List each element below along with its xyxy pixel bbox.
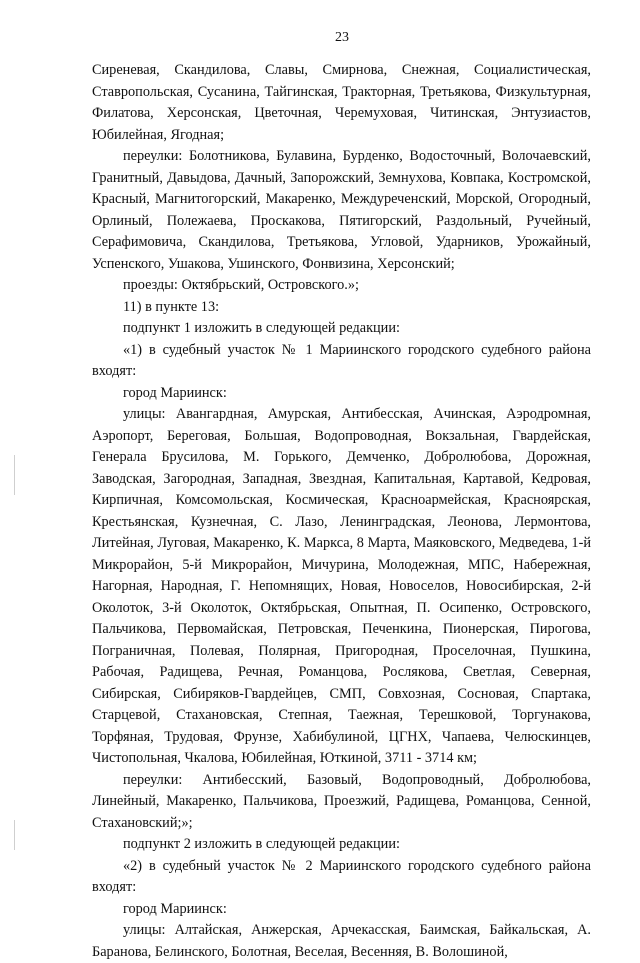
scan-edge-mark	[14, 455, 15, 495]
page-number: 23	[335, 30, 349, 45]
document-body	[92, 60, 591, 963]
paragraph: 11) в пункте 13:	[123, 298, 220, 315]
paragraph: переулки: Болотникова, Булавина, Бурденко, Водосточный, Волочаевский, Гранитный, Давыдова, Дачный, Запорожский, Земнухова, Ковпака, Костромской, Красный, Магнитогорский, Макаренко, Междуреченский, Морской, Огородный, Орлиный, Полежаева, Проскакова, Пятигорский, Раздольный, Ручейный, Серафимовича, Скандилова, Третьякова, Угловой, Ударников, Урожайный, Успенского, Ушакова, Ушинского, Фонвизина, Херсонский;	[92, 148, 591, 272]
paragraph: «1) в судебный участок № 1 Мариинского городского судебного района входят:	[92, 341, 591, 379]
paragraph: город Мариинск:	[123, 384, 227, 401]
paragraph: переулки: Антибесский, Базовый, Водопроводный, Добролюбова, Линейный, Макаренко, Пальчикова, Проезжий, Радищева, Романцова, Сенной, Стахановский;»;	[92, 771, 591, 831]
paragraph: подпункт 1 изложить в следующей редакции:	[123, 320, 400, 336]
paragraph: улицы: Авангардная, Амурская, Антибесская, Ачинская, Аэродромная, Аэропорт, Береговая, Большая, Водопроводная, Вокзальная, Гвардейская, Генерала Брусилова, М. Горького, Демченко, Добролюбова, Дорожная, Заводская, Загородная, Западная, Звездная, Капитальная, Картавой, Кедровая, Кирпичная, Комсомольская, Космическая, Красноармейская, Красноярская, Крестьянская, Кузнечная, С. Лазо, Ленинградская, Леонова, Лермонтова, Литейная, Луговая, Макаренко, К. Маркса, 8 Марта, Маяковского, Медведева, 1-й Микрорайон, 5-й Микрорайон, Мичурина, Молодежная, МПС, Набережная, Нагорная, Народная, Г. Непомнящих, Новая, Новоселов, Новосибирская, 2-й Околоток, 3-й Околоток, Октябрьская, Опытная, П. Осипенко, Островского, Пальчикова, Первомайская, Петровская, Печенкина, Пионерская, Пирогова, Пограничная, Полевая, Полярная, Пригородная, Проселочная, Пушкина, Рабочая, Радищева, Речная, Романцова, Рослякова, Светлая, Северная, Сибирская, Сибиряков-Гвардейцев, СМП, Совхозная, Сосновая, Спартака, Старцевой, Стахановская, Степная, Таежная, Терешковой, Торгунакова, Торфяная, Трудовая, Фрунзе, Хабибулиной, ЦГНХ, Чапаева, Челюскинцев, Чистопольная, Чкалова, Юбилейная, Юткиной, 3711 - 3714 км;	[92, 406, 591, 766]
paragraph: проезды: Октябрьский, Островского.»;	[123, 277, 359, 293]
paragraph: «2) в судебный участок № 2 Мариинского городского судебного района входят:	[92, 857, 591, 895]
paragraph: подпункт 2 изложить в следующей редакции:	[123, 836, 400, 852]
paragraph: город Мариинск:	[123, 900, 227, 917]
scan-edge-mark	[14, 820, 15, 850]
paragraph: Сиреневая, Скандилова, Славы, Смирнова, Снежная, Социалистическая, Ставропольская, Сусанина, Тайгинская, Тракторная, Третьякова, Физкультурная, Филатова, Херсонская, Цветочная, Черемуховая, Читинская, Энтузиастов, Юбилейная, Ягодная;	[92, 62, 591, 143]
paragraph: улицы: Алтайская, Анжерская, Арчекасская, Баимская, Байкальская, А. Баранова, Белинского, Болотная, Веселая, Весенняя, В. Волошиной,	[92, 922, 591, 960]
